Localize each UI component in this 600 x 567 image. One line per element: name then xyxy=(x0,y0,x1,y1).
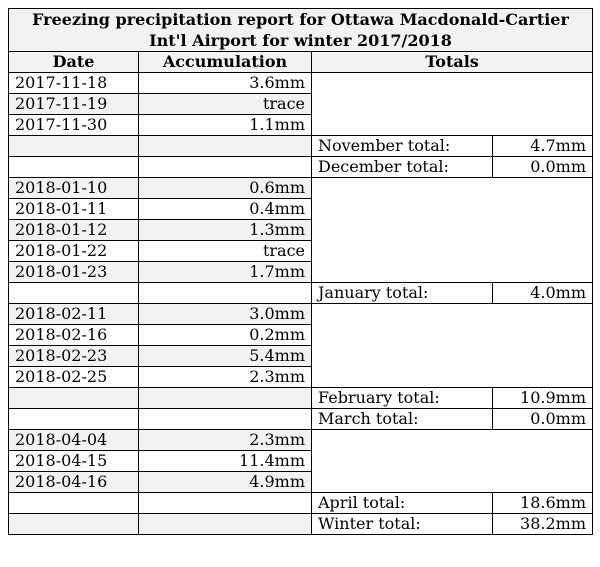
date-cell: 2018-02-11 xyxy=(9,304,139,325)
accumulation-cell: 2.3mm xyxy=(139,430,312,451)
total-value: 4.7mm xyxy=(493,136,593,157)
empty-accumulation-cell xyxy=(139,157,312,178)
date-cell: 2018-02-16 xyxy=(9,325,139,346)
accumulation-cell: 4.9mm xyxy=(139,472,312,493)
total-value: 38.2mm xyxy=(493,514,593,535)
blank-totals-cell xyxy=(312,430,593,451)
total-label: December total: xyxy=(312,157,493,178)
blank-totals-cell xyxy=(312,220,593,241)
total-row xyxy=(9,514,593,535)
empty-accumulation-cell xyxy=(139,136,312,157)
total-row xyxy=(9,409,593,430)
total-value: 0.0mm xyxy=(493,409,593,430)
total-label: January total: xyxy=(312,283,493,304)
blank-totals-cell xyxy=(312,178,593,199)
blank-totals-cell xyxy=(312,73,593,94)
empty-accumulation-cell xyxy=(139,493,312,514)
blank-totals-cell xyxy=(312,472,593,493)
total-label: November total: xyxy=(312,136,493,157)
blank-totals-cell xyxy=(312,241,593,262)
accumulation-cell: 0.4mm xyxy=(139,199,312,220)
empty-accumulation-cell xyxy=(139,283,312,304)
accumulation-cell: trace xyxy=(139,241,312,262)
blank-totals-cell xyxy=(312,304,593,325)
daily-row xyxy=(9,304,593,325)
caption-row xyxy=(9,9,593,52)
blank-totals-cell xyxy=(312,451,593,472)
daily-row xyxy=(9,199,593,220)
column-header-date: Date xyxy=(9,52,139,73)
total-row xyxy=(9,493,593,514)
report-caption xyxy=(9,9,593,52)
empty-accumulation-cell xyxy=(139,388,312,409)
blank-totals-cell xyxy=(312,367,593,388)
date-cell: 2018-01-22 xyxy=(9,241,139,262)
date-cell: 2018-02-25 xyxy=(9,367,139,388)
empty-date-cell xyxy=(9,136,139,157)
blank-totals-cell xyxy=(312,325,593,346)
blank-totals-cell xyxy=(312,346,593,367)
blank-totals-cell xyxy=(312,199,593,220)
daily-row xyxy=(9,472,593,493)
accumulation-cell: 1.3mm xyxy=(139,220,312,241)
date-cell: 2018-02-23 xyxy=(9,346,139,367)
daily-row xyxy=(9,367,593,388)
total-label: Winter total: xyxy=(312,514,493,535)
total-row xyxy=(9,388,593,409)
accumulation-cell: 2.3mm xyxy=(139,367,312,388)
daily-row xyxy=(9,241,593,262)
empty-date-cell xyxy=(9,157,139,178)
daily-row xyxy=(9,346,593,367)
empty-date-cell xyxy=(9,493,139,514)
empty-date-cell xyxy=(9,388,139,409)
total-label: April total: xyxy=(312,493,493,514)
daily-row xyxy=(9,325,593,346)
daily-row xyxy=(9,262,593,283)
daily-row xyxy=(9,94,593,115)
total-row xyxy=(9,283,593,304)
blank-totals-cell xyxy=(312,262,593,283)
accumulation-cell: trace xyxy=(139,94,312,115)
precipitation-report-table xyxy=(8,8,593,535)
accumulation-cell: 11.4mm xyxy=(139,451,312,472)
empty-date-cell xyxy=(9,409,139,430)
daily-row xyxy=(9,178,593,199)
accumulation-cell: 0.2mm xyxy=(139,325,312,346)
header-row xyxy=(9,52,593,73)
date-cell: 2018-04-16 xyxy=(9,472,139,493)
blank-totals-cell xyxy=(312,115,593,136)
date-cell: 2018-01-23 xyxy=(9,262,139,283)
total-value: 18.6mm xyxy=(493,493,593,514)
total-value: 10.9mm xyxy=(493,388,593,409)
empty-accumulation-cell xyxy=(139,409,312,430)
total-row xyxy=(9,136,593,157)
date-cell: 2017-11-30 xyxy=(9,115,139,136)
total-value: 4.0mm xyxy=(493,283,593,304)
accumulation-cell: 1.7mm xyxy=(139,262,312,283)
accumulation-cell: 3.0mm xyxy=(139,304,312,325)
column-header-totals: Totals xyxy=(312,52,593,73)
daily-row xyxy=(9,73,593,94)
total-row xyxy=(9,157,593,178)
report-caption-line-1: Freezing precipitation report for Ottawa Macdonald-Cartier xyxy=(32,10,569,29)
empty-date-cell xyxy=(9,283,139,304)
report-caption-line-2: Int'l Airport for winter 2017/2018 xyxy=(149,31,452,50)
total-label: March total: xyxy=(312,409,493,430)
accumulation-cell: 3.6mm xyxy=(139,73,312,94)
total-value: 0.0mm xyxy=(493,157,593,178)
accumulation-cell: 5.4mm xyxy=(139,346,312,367)
accumulation-cell: 0.6mm xyxy=(139,178,312,199)
date-cell: 2018-01-11 xyxy=(9,199,139,220)
daily-row xyxy=(9,451,593,472)
empty-accumulation-cell xyxy=(139,514,312,535)
date-cell: 2018-04-04 xyxy=(9,430,139,451)
date-cell: 2017-11-19 xyxy=(9,94,139,115)
accumulation-cell: 1.1mm xyxy=(139,115,312,136)
date-cell: 2018-01-12 xyxy=(9,220,139,241)
daily-row xyxy=(9,430,593,451)
empty-date-cell xyxy=(9,514,139,535)
date-cell: 2018-04-15 xyxy=(9,451,139,472)
total-label: February total: xyxy=(312,388,493,409)
date-cell: 2018-01-10 xyxy=(9,178,139,199)
blank-totals-cell xyxy=(312,94,593,115)
report-body xyxy=(9,73,593,535)
daily-row xyxy=(9,115,593,136)
column-header-accumulation: Accumulation xyxy=(139,52,312,73)
daily-row xyxy=(9,220,593,241)
date-cell: 2017-11-18 xyxy=(9,73,139,94)
